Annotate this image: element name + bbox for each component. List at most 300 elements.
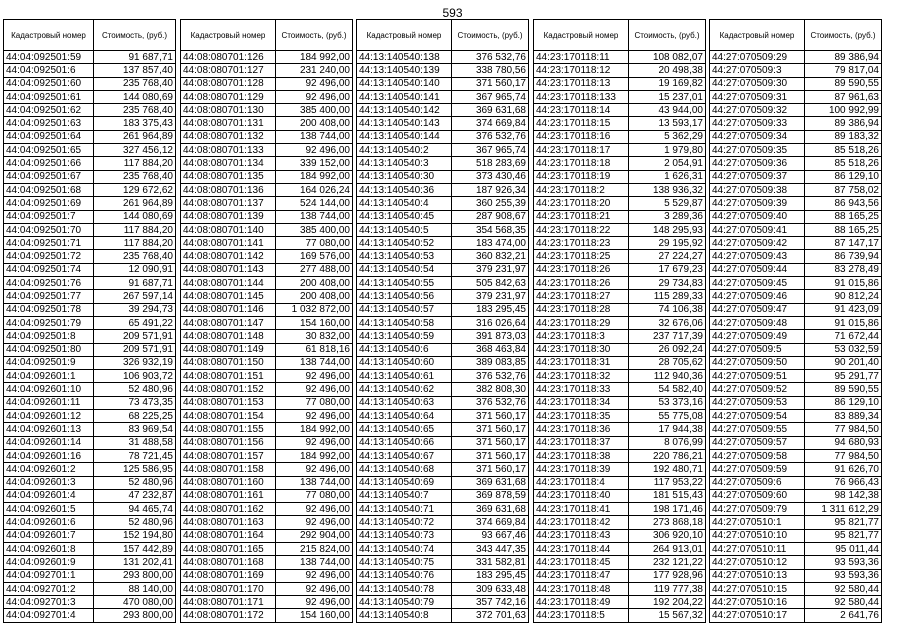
- cadastral-value: 376 532,76: [452, 370, 529, 383]
- cadastral-table-2: [180, 19, 353, 623]
- table-row: [181, 210, 353, 223]
- table-row: [4, 356, 176, 369]
- table-row: [4, 396, 176, 409]
- cadastral-value: 309 633,48: [452, 582, 529, 595]
- cadastral-value: 91 015,86: [805, 316, 882, 329]
- cadastral-number: 44:23:170118:44: [534, 542, 629, 555]
- cadastral-value: 91 687,71: [94, 51, 176, 64]
- cadastral-number: 44:23:170118:23: [534, 237, 629, 250]
- cadastral-value: 235 768,40: [94, 250, 176, 263]
- cadastral-value: 12 090,91: [94, 263, 176, 276]
- table-row: [4, 51, 176, 64]
- table-row: [710, 529, 882, 542]
- cadastral-value: 28 705,62: [629, 356, 706, 369]
- table-row: [710, 90, 882, 103]
- table-row: [710, 117, 882, 130]
- cadastral-number: 44:23:170118:15: [534, 117, 629, 130]
- cadastral-value: 371 560,17: [452, 410, 529, 423]
- cadastral-number: 44:08:080701:134: [181, 157, 276, 170]
- cadastral-value: 106 903,72: [94, 370, 176, 383]
- cadastral-number: 44:04:092601:13: [4, 423, 94, 436]
- cadastral-value: 92 496,00: [276, 370, 353, 383]
- cadastral-value: 93 593,36: [805, 556, 882, 569]
- table-row: [710, 250, 882, 263]
- cadastral-value: 73 473,35: [94, 396, 176, 409]
- cadastral-number: 44:08:080701:147: [181, 316, 276, 329]
- cadastral-value: 376 532,76: [452, 130, 529, 143]
- cadastral-number: 44:08:080701:146: [181, 303, 276, 316]
- table-row: [357, 144, 529, 157]
- cadastral-value: 39 294,73: [94, 303, 176, 316]
- cadastral-value: 192 480,71: [629, 463, 706, 476]
- cadastral-number: 44:04:092501:8: [4, 330, 94, 343]
- cadastral-value: 1 979,80: [629, 144, 706, 157]
- cadastral-number: 44:13:140540:7: [357, 489, 452, 502]
- cadastral-number: 44:27:070509:49: [710, 330, 805, 343]
- table-row: [4, 223, 176, 236]
- cadastral-number: 44:27:070509:31: [710, 90, 805, 103]
- table-row: [357, 436, 529, 449]
- cadastral-number: 44:27:070510:15: [710, 582, 805, 595]
- table-row: [181, 423, 353, 436]
- table-row: [710, 489, 882, 502]
- cadastral-number: 44:08:080701:150: [181, 356, 276, 369]
- cadastral-number: 44:13:140540:3: [357, 157, 452, 170]
- cadastral-value: 85 518,26: [805, 157, 882, 170]
- cadastral-number: 44:27:070509:35: [710, 144, 805, 157]
- cadastral-number: 44:23:170118:20: [534, 197, 629, 210]
- cadastral-number: 44:13:140540:53: [357, 250, 452, 263]
- table-row: [4, 463, 176, 476]
- cadastral-number: 44:08:080701:140: [181, 223, 276, 236]
- cadastral-number: 44:08:080701:161: [181, 489, 276, 502]
- cadastral-value: 117 953,22: [629, 476, 706, 489]
- cadastral-value: 148 295,93: [629, 223, 706, 236]
- cadastral-number: 44:04:092601:6: [4, 516, 94, 529]
- header-value: Стоимость, (руб.): [276, 20, 353, 51]
- cadastral-value: 94 465,74: [94, 503, 176, 516]
- table-row: [181, 396, 353, 409]
- table-row: [357, 303, 529, 316]
- cadastral-value: 183 375,43: [94, 117, 176, 130]
- cadastral-number: 44:23:170118:42: [534, 516, 629, 529]
- cadastral-number: 44:13:140540:143: [357, 117, 452, 130]
- cadastral-number: 44:13:140540:59: [357, 330, 452, 343]
- table-row: [181, 463, 353, 476]
- cadastral-number: 44:08:080701:143: [181, 263, 276, 276]
- cadastral-number: 44:23:170118:11: [534, 51, 629, 64]
- table-row: [710, 77, 882, 90]
- cadastral-value: 90 812,24: [805, 290, 882, 303]
- cadastral-number: 44:27:070509:45: [710, 277, 805, 290]
- cadastral-value: 292 904,00: [276, 529, 353, 542]
- cadastral-value: 181 515,43: [629, 489, 706, 502]
- cadastral-number: 44:04:092601:16: [4, 449, 94, 462]
- cadastral-number: 44:27:070509:39: [710, 197, 805, 210]
- cadastral-number: 44:13:140540:6: [357, 343, 452, 356]
- table-row: [357, 130, 529, 143]
- cadastral-number: 44:04:092501:63: [4, 117, 94, 130]
- cadastral-value: 379 231,97: [452, 263, 529, 276]
- cadastral-number: 44:23:170118:36: [534, 423, 629, 436]
- table-row: [181, 516, 353, 529]
- table-row: [534, 303, 706, 316]
- cadastral-number: 44:13:140540:61: [357, 370, 452, 383]
- cadastral-number: 44:13:140540:55: [357, 277, 452, 290]
- cadastral-number: 44:04:092501:69: [4, 197, 94, 210]
- cadastral-number: 44:04:092501:74: [4, 263, 94, 276]
- cadastral-value: 93 667,46: [452, 529, 529, 542]
- cadastral-value: 115 289,33: [629, 290, 706, 303]
- table-row: [181, 503, 353, 516]
- cadastral-number: 44:27:070509:54: [710, 410, 805, 423]
- table-row: [534, 383, 706, 396]
- table-row: [357, 516, 529, 529]
- cadastral-number: 44:08:080701:139: [181, 210, 276, 223]
- cadastral-number: 44:04:092601:9: [4, 556, 94, 569]
- table-row: [534, 316, 706, 329]
- table-row: [181, 237, 353, 250]
- cadastral-value: 372 701,63: [452, 609, 529, 622]
- table-row: [4, 423, 176, 436]
- cadastral-value: 78 721,45: [94, 449, 176, 462]
- table-row: [4, 210, 176, 223]
- cadastral-value: 92 580,44: [805, 596, 882, 609]
- cadastral-value: 91 423,09: [805, 303, 882, 316]
- cadastral-number: 44:04:092601:12: [4, 410, 94, 423]
- cadastral-number: 44:27:070509:47: [710, 303, 805, 316]
- header-number: Кадастровый номер: [357, 20, 452, 51]
- table-row: [181, 569, 353, 582]
- table-row: [357, 396, 529, 409]
- cadastral-value: 43 944,00: [629, 104, 706, 117]
- cadastral-value: 100 992,99: [805, 104, 882, 117]
- cadastral-value: 129 672,62: [94, 183, 176, 196]
- cadastral-number: 44:27:070509:42: [710, 237, 805, 250]
- table-row: [710, 183, 882, 196]
- header-number: Кадастровый номер: [181, 20, 276, 51]
- cadastral-value: 92 496,00: [276, 582, 353, 595]
- cadastral-value: 235 768,40: [94, 104, 176, 117]
- table-row: [4, 237, 176, 250]
- cadastral-number: 44:23:170118:31: [534, 356, 629, 369]
- table-row: [710, 210, 882, 223]
- table-row: [357, 51, 529, 64]
- table-row: [357, 277, 529, 290]
- table-row: [4, 569, 176, 582]
- table-row: [357, 250, 529, 263]
- table-row: [181, 436, 353, 449]
- cadastral-number: 44:27:070509:48: [710, 316, 805, 329]
- cadastral-number: 44:04:092701:4: [4, 609, 94, 622]
- table-row: [4, 609, 176, 622]
- table-row: [181, 343, 353, 356]
- table-row: [534, 77, 706, 90]
- table-row: [710, 51, 882, 64]
- cadastral-value: 200 408,00: [276, 117, 353, 130]
- cadastral-number: 44:08:080701:148: [181, 330, 276, 343]
- cadastral-number: 44:27:070509:50: [710, 356, 805, 369]
- table-row: [534, 250, 706, 263]
- cadastral-number: 44:08:080701:129: [181, 90, 276, 103]
- table-row: [357, 542, 529, 555]
- cadastral-value: 53 373,16: [629, 396, 706, 409]
- cadastral-value: 30 832,00: [276, 330, 353, 343]
- cadastral-number: 44:13:140540:60: [357, 356, 452, 369]
- table-row: [534, 542, 706, 555]
- table-row: [710, 157, 882, 170]
- cadastral-value: 235 768,40: [94, 170, 176, 183]
- cadastral-value: 261 964,89: [94, 130, 176, 143]
- cadastral-value: 83 969,54: [94, 423, 176, 436]
- table-row: [534, 396, 706, 409]
- table-row: [534, 489, 706, 502]
- cadastral-value: 237 717,39: [629, 330, 706, 343]
- cadastral-value: 518 283,69: [452, 157, 529, 170]
- cadastral-number: 44:08:080701:163: [181, 516, 276, 529]
- cadastral-value: 360 255,39: [452, 197, 529, 210]
- cadastral-number: 44:13:140540:74: [357, 542, 452, 555]
- cadastral-value: 92 496,00: [276, 90, 353, 103]
- cadastral-value: 112 940,36: [629, 370, 706, 383]
- table-row: [4, 556, 176, 569]
- cadastral-value: 125 586,95: [94, 463, 176, 476]
- cadastral-number: 44:08:080701:155: [181, 423, 276, 436]
- cadastral-number: 44:13:140540:57: [357, 303, 452, 316]
- table-row: [4, 449, 176, 462]
- cadastral-number: 44:08:080701:135: [181, 170, 276, 183]
- cadastral-number: 44:27:070509:43: [710, 250, 805, 263]
- table-row: [710, 104, 882, 117]
- header-number: Кадастровый номер: [534, 20, 629, 51]
- table-row: [357, 104, 529, 117]
- cadastral-value: 267 597,14: [94, 290, 176, 303]
- table-row: [357, 449, 529, 462]
- cadastral-value: 15 567,32: [629, 609, 706, 622]
- cadastral-number: 44:27:070509:6: [710, 476, 805, 489]
- cadastral-value: 95 011,44: [805, 542, 882, 555]
- cadastral-number: 44:23:170118:13: [534, 77, 629, 90]
- cadastral-number: 44:04:092501:61: [4, 90, 94, 103]
- header-value: Стоимость, (руб.): [629, 20, 706, 51]
- cadastral-value: 1 032 872,00: [276, 303, 353, 316]
- cadastral-number: 44:23:170118:45: [534, 556, 629, 569]
- table-row: [4, 77, 176, 90]
- table-row: [4, 197, 176, 210]
- table-row: [4, 370, 176, 383]
- cadastral-value: 391 873,03: [452, 330, 529, 343]
- cadastral-value: 152 194,80: [94, 529, 176, 542]
- cadastral-value: 17 944,38: [629, 423, 706, 436]
- table-row: [710, 130, 882, 143]
- cadastral-value: 119 777,38: [629, 582, 706, 595]
- cadastral-value: 2 054,91: [629, 157, 706, 170]
- cadastral-value: 339 152,00: [276, 157, 353, 170]
- cadastral-value: 232 121,22: [629, 556, 706, 569]
- cadastral-number: 44:23:170118:5: [534, 609, 629, 622]
- table-row: [181, 104, 353, 117]
- cadastral-number: 44:08:080701:145: [181, 290, 276, 303]
- table-row: [4, 104, 176, 117]
- table-row: [534, 183, 706, 196]
- cadastral-number: 44:08:080701:156: [181, 436, 276, 449]
- cadastral-number: 44:23:170118:133: [534, 90, 629, 103]
- cadastral-value: 369 878,59: [452, 489, 529, 502]
- cadastral-value: 138 744,00: [276, 356, 353, 369]
- table-row: [181, 529, 353, 542]
- cadastral-value: 92 496,00: [276, 383, 353, 396]
- cadastral-number: 44:23:170118:4: [534, 476, 629, 489]
- cadastral-number: 44:27:070510:12: [710, 556, 805, 569]
- table-row: [181, 250, 353, 263]
- table-row: [4, 316, 176, 329]
- table-row: [4, 117, 176, 130]
- cadastral-number: 44:23:170118:35: [534, 410, 629, 423]
- cadastral-number: 44:13:140540:68: [357, 463, 452, 476]
- table-row: [181, 183, 353, 196]
- table-row: [357, 356, 529, 369]
- cadastral-value: 1 311 612,29: [805, 503, 882, 516]
- table-row: [181, 303, 353, 316]
- cadastral-number: 44:27:070509:34: [710, 130, 805, 143]
- cadastral-number: 44:27:070509:44: [710, 263, 805, 276]
- table-row: [534, 356, 706, 369]
- cadastral-number: 44:04:092701:2: [4, 582, 94, 595]
- cadastral-number: 44:08:080701:172: [181, 609, 276, 622]
- cadastral-number: 44:13:140540:76: [357, 569, 452, 582]
- cadastral-value: 138 744,00: [276, 476, 353, 489]
- cadastral-value: 92 496,00: [276, 463, 353, 476]
- table-row: [181, 51, 353, 64]
- cadastral-number: 44:13:140540:64: [357, 410, 452, 423]
- cadastral-value: 374 669,84: [452, 117, 529, 130]
- cadastral-value: 138 744,00: [276, 210, 353, 223]
- cadastral-value: 360 832,21: [452, 250, 529, 263]
- cadastral-value: 91 687,71: [94, 277, 176, 290]
- cadastral-number: 44:13:140540:65: [357, 423, 452, 436]
- table-row: [534, 330, 706, 343]
- table-row: [357, 370, 529, 383]
- cadastral-number: 44:04:092501:77: [4, 290, 94, 303]
- cadastral-number: 44:04:092501:71: [4, 237, 94, 250]
- cadastral-value: 273 868,18: [629, 516, 706, 529]
- table-row: [710, 582, 882, 595]
- header-number: Кадастровый номер: [4, 20, 94, 51]
- cadastral-number: 44:23:170118:49: [534, 596, 629, 609]
- cadastral-number: 44:08:080701:132: [181, 130, 276, 143]
- table-row: [534, 370, 706, 383]
- table-row: [710, 556, 882, 569]
- table-row: [181, 383, 353, 396]
- cadastral-value: 68 225,25: [94, 410, 176, 423]
- table-row: [534, 476, 706, 489]
- cadastral-value: 131 202,41: [94, 556, 176, 569]
- cadastral-value: 505 842,63: [452, 277, 529, 290]
- cadastral-table-4: [533, 19, 706, 623]
- cadastral-value: 144 080,69: [94, 90, 176, 103]
- cadastral-number: 44:23:170118:3: [534, 330, 629, 343]
- cadastral-number: 44:23:170118:21: [534, 210, 629, 223]
- table-row: [357, 117, 529, 130]
- table-row: [357, 609, 529, 622]
- cadastral-value: 316 026,64: [452, 316, 529, 329]
- table-row: [181, 542, 353, 555]
- table-row: [4, 330, 176, 343]
- table-row: [357, 64, 529, 77]
- table-row: [534, 263, 706, 276]
- cadastral-number: 44:23:170118:29: [534, 316, 629, 329]
- cadastral-number: 44:27:070509:53: [710, 396, 805, 409]
- table-row: [710, 596, 882, 609]
- table-row: [357, 489, 529, 502]
- cadastral-value: 2 641,76: [805, 609, 882, 622]
- cadastral-number: 44:04:092601:10: [4, 383, 94, 396]
- cadastral-value: 198 171,46: [629, 503, 706, 516]
- table-row: [534, 117, 706, 130]
- table-row: [710, 237, 882, 250]
- table-row: [357, 529, 529, 542]
- table-row: [710, 316, 882, 329]
- cadastral-value: 77 080,00: [276, 489, 353, 502]
- table-row: [357, 263, 529, 276]
- cadastral-value: 13 593,17: [629, 117, 706, 130]
- cadastral-number: 44:27:070509:37: [710, 170, 805, 183]
- cadastral-number: 44:27:070509:38: [710, 183, 805, 196]
- cadastral-number: 44:27:070509:60: [710, 489, 805, 502]
- table-row: [534, 130, 706, 143]
- cadastral-number: 44:04:092601:1: [4, 370, 94, 383]
- table-row: [710, 542, 882, 555]
- cadastral-value: 88 165,25: [805, 223, 882, 236]
- cadastral-value: 31 488,58: [94, 436, 176, 449]
- cadastral-value: 92 496,00: [276, 516, 353, 529]
- cadastral-number: 44:13:140540:67: [357, 449, 452, 462]
- cadastral-number: 44:23:170118:14: [534, 104, 629, 117]
- table-row: [357, 237, 529, 250]
- table-row: [4, 64, 176, 77]
- cadastral-number: 44:27:070510:16: [710, 596, 805, 609]
- cadastral-value: 524 144,00: [276, 197, 353, 210]
- cadastral-number: 44:13:140540:8: [357, 609, 452, 622]
- cadastral-number: 44:13:140540:52: [357, 237, 452, 250]
- cadastral-value: 376 532,76: [452, 396, 529, 409]
- cadastral-number: 44:23:170118:19: [534, 170, 629, 183]
- cadastral-value: 88 140,00: [94, 582, 176, 595]
- cadastral-value: 79 817,04: [805, 64, 882, 77]
- cadastral-number: 44:27:070510:11: [710, 542, 805, 555]
- cadastral-number: 44:13:140540:56: [357, 290, 452, 303]
- cadastral-value: 98 142,38: [805, 489, 882, 502]
- cadastral-value: 93 593,36: [805, 569, 882, 582]
- table-row: [534, 343, 706, 356]
- table-row: [534, 290, 706, 303]
- cadastral-value: 183 295,45: [452, 303, 529, 316]
- table-row: [181, 356, 353, 369]
- cadastral-number: 44:13:140540:142: [357, 104, 452, 117]
- cadastral-number: 44:08:080701:160: [181, 476, 276, 489]
- cadastral-number: 44:04:092601:14: [4, 436, 94, 449]
- cadastral-number: 44:08:080701:165: [181, 542, 276, 555]
- table-row: [534, 277, 706, 290]
- cadastral-number: 44:23:170118:38: [534, 449, 629, 462]
- table-row: [357, 423, 529, 436]
- table-row: [181, 556, 353, 569]
- cadastral-number: 44:23:170118:32: [534, 370, 629, 383]
- header-value: Стоимость, (руб.): [94, 20, 176, 51]
- cadastral-value: 47 232,87: [94, 489, 176, 502]
- table-row: [181, 410, 353, 423]
- table-row: [181, 157, 353, 170]
